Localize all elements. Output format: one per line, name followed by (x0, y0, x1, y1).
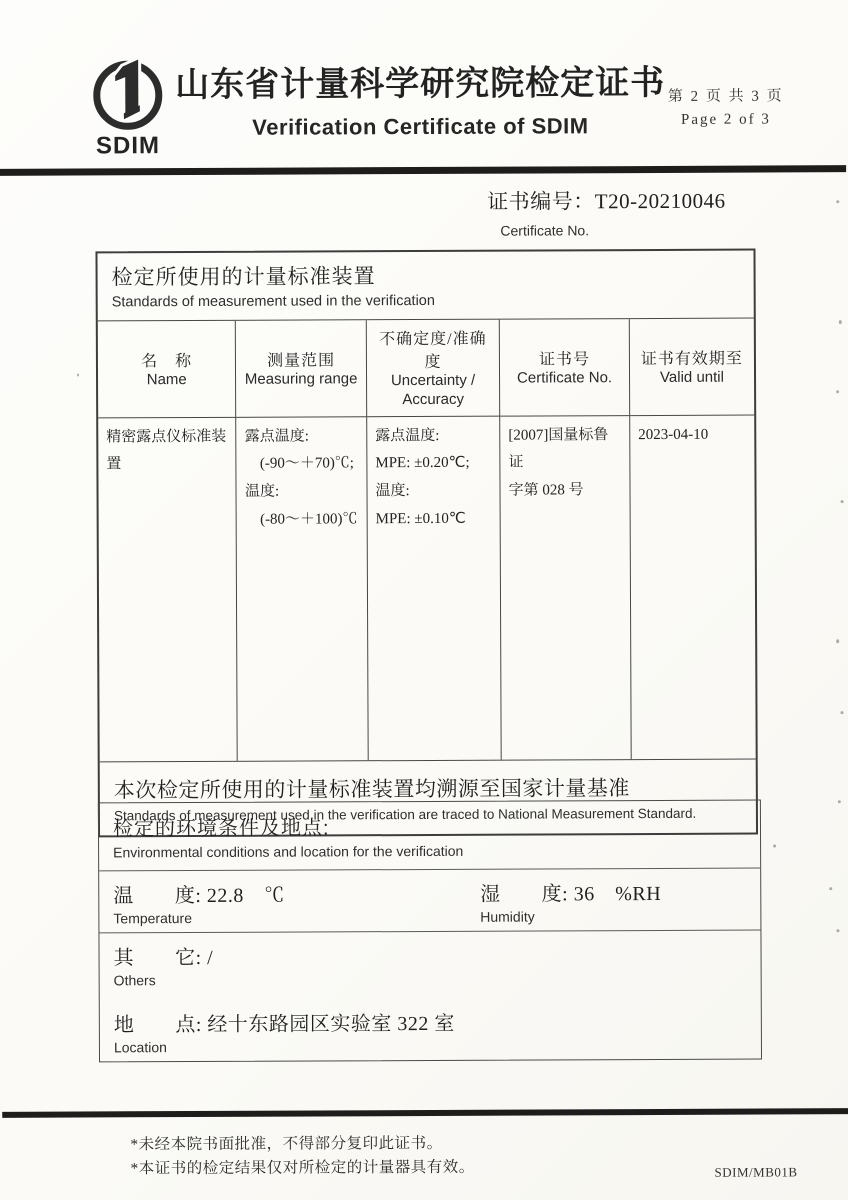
header (0, 0, 846, 167)
scan-speck (841, 500, 844, 503)
column-header-range (236, 320, 367, 417)
column-header-certno-cn: 证书号 (538, 351, 591, 369)
scan-speck (829, 887, 832, 890)
standards-title-chinese: 检定所使用的计量标准装置 (111, 265, 376, 290)
column-header-valid (630, 319, 754, 416)
location-label-en: Location (113, 1039, 167, 1056)
title-block (148, 55, 693, 141)
scan-speck (836, 390, 839, 393)
cell-standard-name: 精密露点仪标准装置 (98, 417, 238, 761)
environment-title-english: Environmental conditions and location for the verification (113, 842, 464, 861)
standards-table (95, 249, 758, 837)
certificate-number-label-en: Certificate No. (500, 222, 590, 239)
column-header-range-cn: 测量范围 (267, 352, 336, 370)
column-header-uncertainty (367, 320, 501, 417)
column-header-certno-en: Certificate No. (516, 369, 613, 387)
column-header-name (98, 321, 237, 418)
certificate-number-block (487, 185, 726, 239)
environment-section (98, 800, 762, 1063)
environment-title-chinese: 检定的环境条件及地点: (112, 817, 330, 841)
footer-notes (130, 1132, 474, 1182)
column-header-valid-en: Valid until (659, 368, 724, 386)
temp-humidity-row (99, 869, 760, 934)
standards-title-english: Standards of measurement used in the verification (111, 292, 435, 311)
traceability-chinese: 本次检定所使用的计量标准装置均溯源至国家计量基准 (113, 776, 630, 802)
column-header-name-en: Name (146, 370, 187, 389)
environment-header (99, 801, 760, 872)
location-field (100, 992, 761, 1062)
column-header-valid-cn: 证书有效期至 (640, 350, 743, 368)
standards-section-header (97, 251, 753, 322)
scan-speck (773, 844, 776, 847)
others-label-en: Others (113, 972, 156, 989)
footer-note-2: *本证书的检定结果仅对所检定的计量器具有效。 (130, 1158, 475, 1178)
temperature-field (99, 870, 466, 933)
page-number-block (650, 84, 802, 129)
standards-data-row (98, 415, 755, 761)
others-value: 其 它: / (113, 946, 214, 970)
humidity-value: 湿 度: 36 %RH (480, 882, 662, 906)
footer-divider-rule (2, 1108, 848, 1118)
column-header-name-cn: 名 称 (141, 352, 193, 371)
column-header-uncertainty-en: Uncertainty / Accuracy (390, 371, 476, 408)
temperature-label-en: Temperature (113, 910, 193, 927)
scan-speck (838, 800, 841, 803)
certificate-number: 证书编号：T20-20210046 (487, 188, 726, 214)
standards-column-headers (98, 319, 754, 418)
cell-certificate-no: [2007]国量标鲁证 字第 028 号 (500, 416, 631, 760)
cell-valid-until: 2023-04-10 (638, 426, 709, 443)
footer-note-1: *未经本院书面批准，不得部分复印此证书。 (130, 1134, 443, 1154)
traceability-english: Standards of measurement used in the verification are traced to National Measurement Standard. (113, 805, 697, 823)
page-number-chinese: 第 2 页 共 3 页 (667, 88, 784, 105)
cell-measuring-range: 露点温度: (-90～＋70)℃; 温度: (-80～＋100)℃ (237, 417, 369, 761)
column-header-range-en: Measuring range (244, 370, 358, 388)
title-english: Verification Certificate of SDIM (252, 113, 589, 140)
logo-text: SDIM (95, 132, 161, 160)
scan-speck (836, 200, 839, 203)
column-header-certno (500, 319, 630, 416)
column-header-uncertainty-cn: 不确定度/准确度 (379, 330, 487, 371)
scan-speck (836, 639, 839, 643)
scan-speck (840, 711, 843, 714)
scan-speck (836, 929, 839, 932)
others-location-row (99, 931, 761, 1062)
page-number-english: Page 2 of 3 (680, 111, 771, 128)
header-divider-rule (0, 165, 846, 176)
humidity-label-en: Humidity (480, 908, 535, 925)
form-code: SDIM/MB01B (714, 1164, 798, 1180)
scan-speck (839, 320, 842, 324)
cell-uncertainty: 露点温度: MPE: ±0.20℃; 温度: MPE: ±0.10℃ (367, 416, 502, 760)
location-value: 地 点: 经十东路园区实验室 322 室 (113, 1012, 455, 1037)
title-chinese: 山东省计量科学研究院检定证书 (175, 64, 666, 105)
others-field (99, 931, 760, 995)
scan-speck (77, 374, 79, 377)
humidity-field (466, 869, 675, 931)
temperature-value: 温 度: 22.8 ℃ (113, 884, 285, 908)
